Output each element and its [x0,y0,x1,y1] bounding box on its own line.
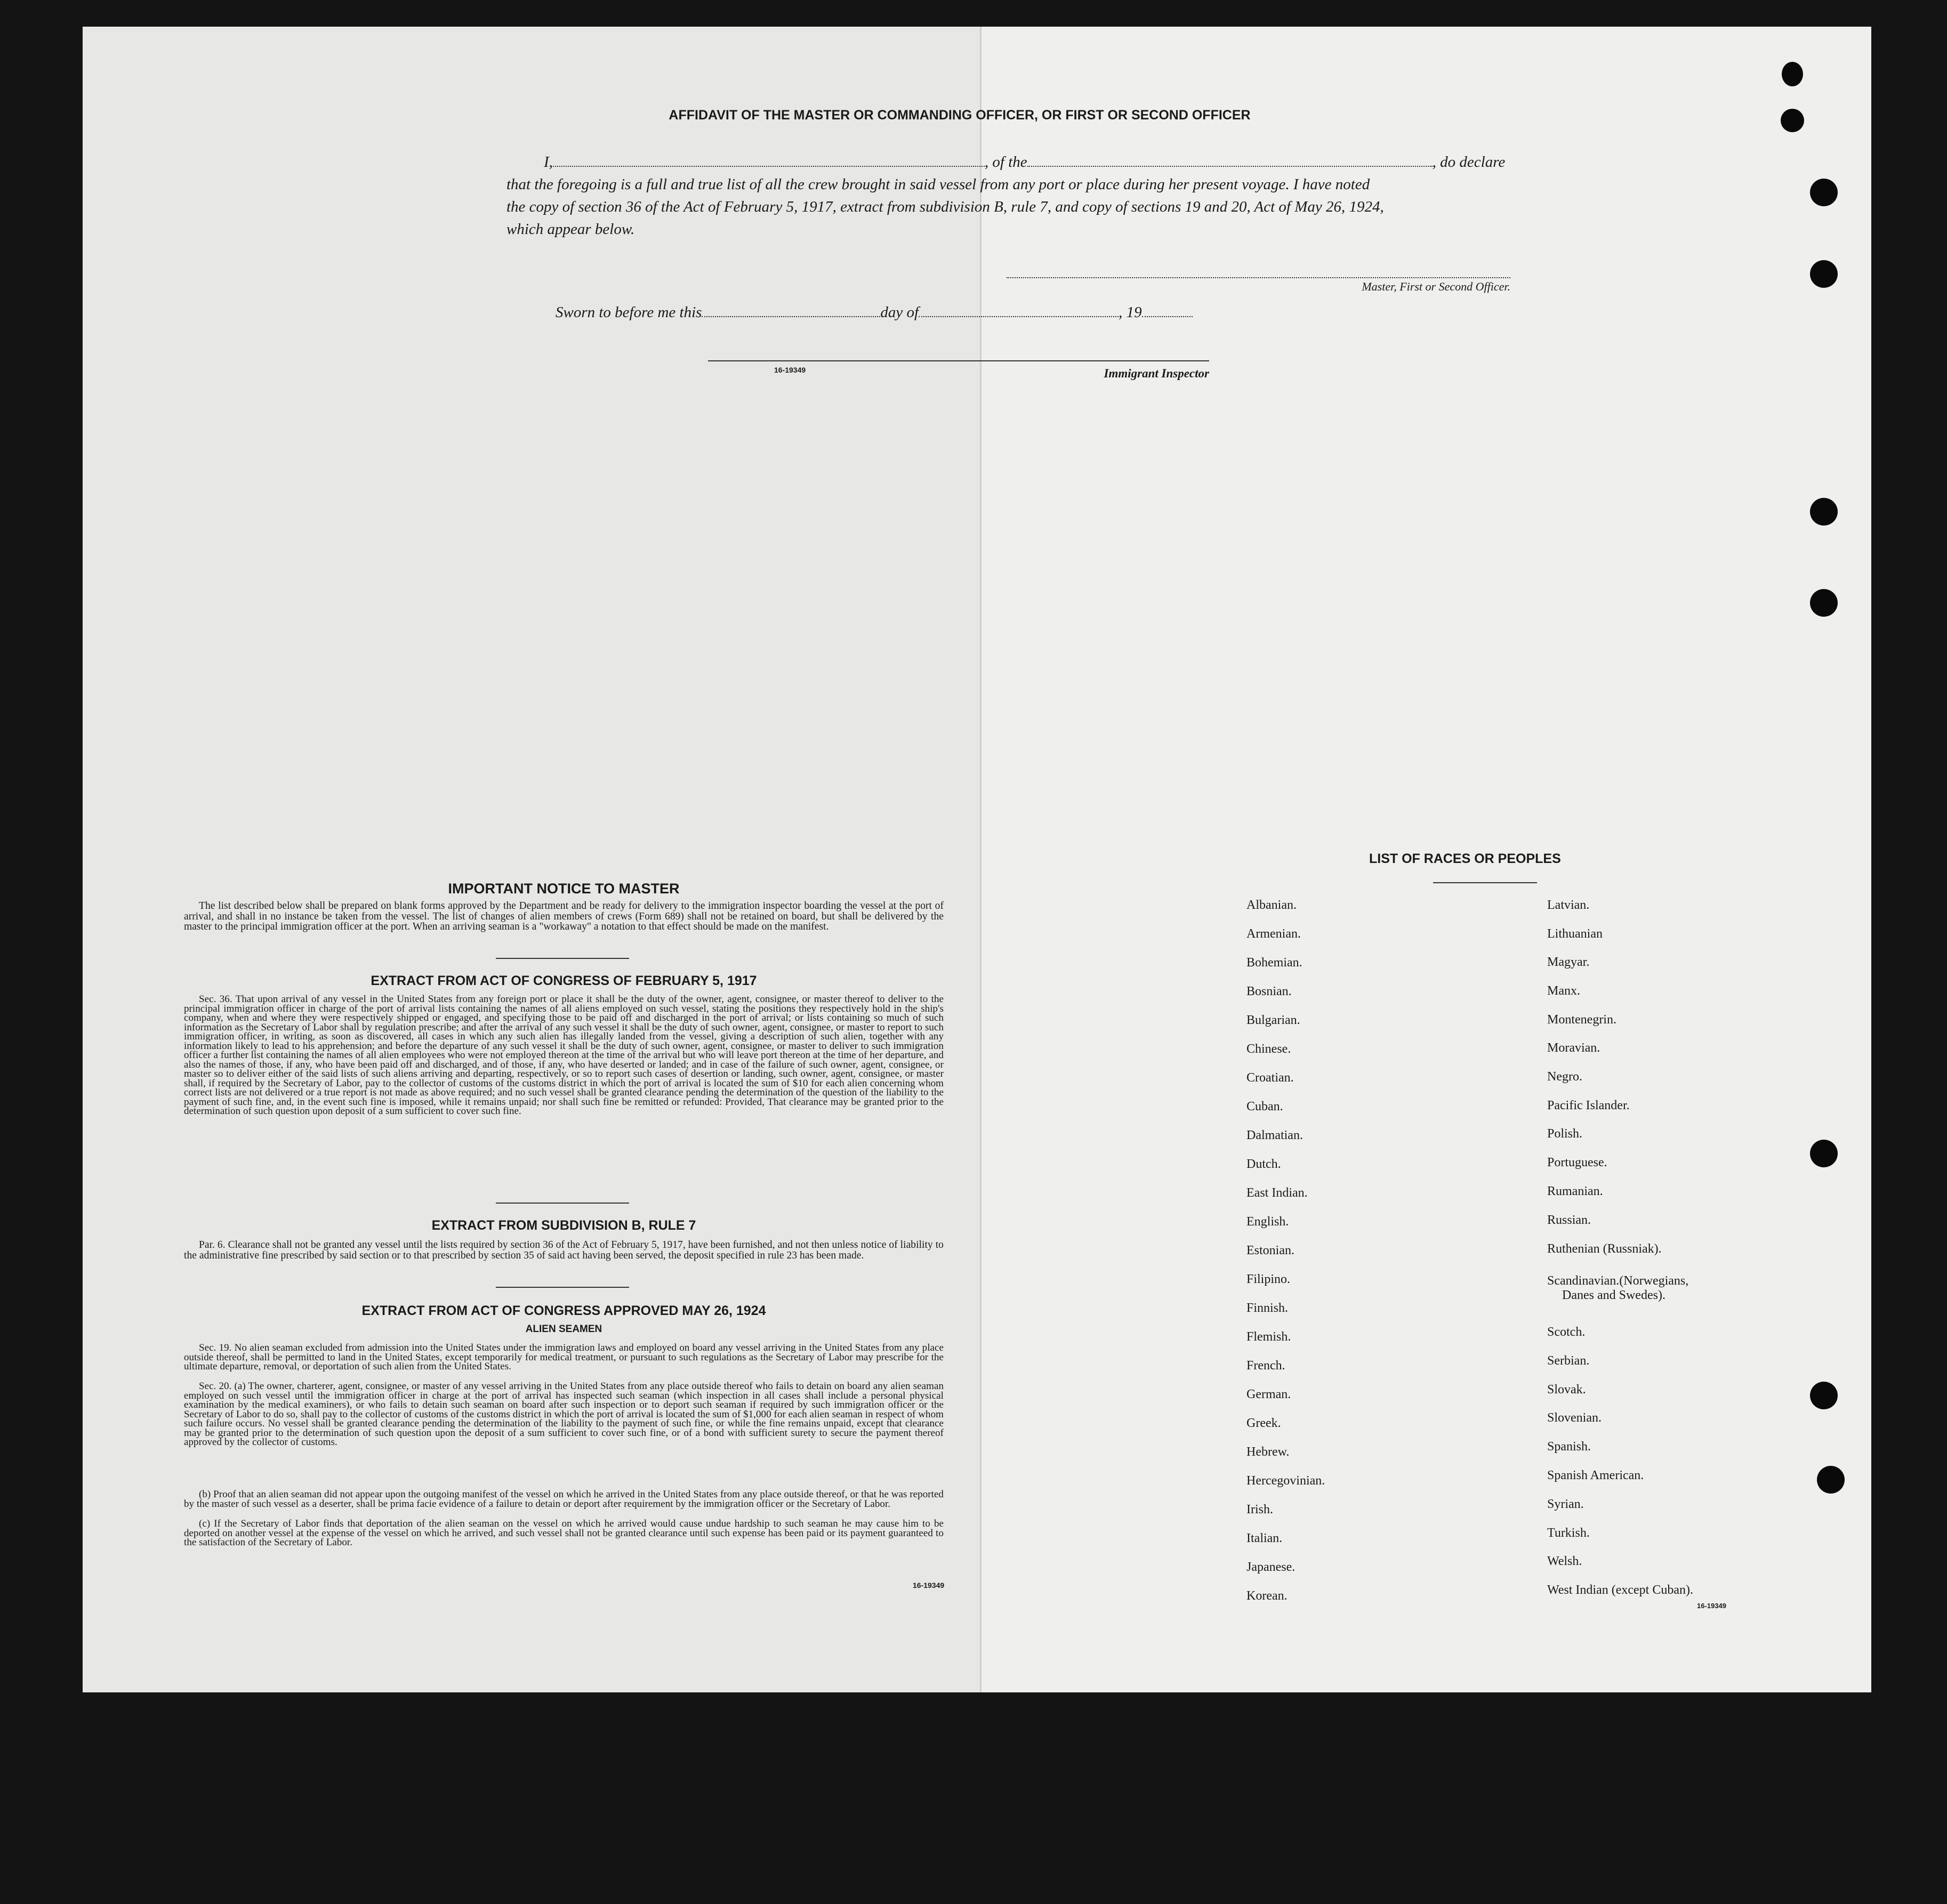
race-item: Italian. [1246,1531,1283,1545]
affidavit-title: AFFIDAVIT OF THE MASTER OR COMMANDING OFFICER, OR FIRST OR SECOND OFFICER [669,108,1251,123]
race-item: German. [1246,1387,1291,1401]
race-item: Portuguese. [1547,1156,1607,1169]
binder-hole [1810,589,1838,617]
vessel-name-field[interactable] [1027,166,1433,167]
race-item: Filipino. [1246,1272,1291,1286]
binder-hole [1810,1140,1838,1167]
race-item: Cuban. [1246,1100,1283,1114]
race-item: West Indian (except Cuban). [1547,1583,1693,1597]
affidavit-declare-label: , do declare [1432,154,1506,171]
race-item: Bohemian. [1246,956,1302,970]
extract-1924-subtitle: ALIEN SEAMEN [525,1324,602,1335]
race-item: Latvian. [1547,898,1590,912]
binder-hole [1782,62,1803,86]
sec20a-text: Sec. 20. (a) The owner, charterer, agent, consignee, or master of any vessel arriving in the United States from any place outside thereof who fails to detain on board any alien seaman employed on such vessel until the immigration officer in charge at the port of arrival has inspected such seaman (which inspection in all cases shall include a personal physical examination by the medical examiners), or who fails to detain such seaman on board after such inspection or to deport such seaman if required by such immigration officer or the Secretary of Labor to do so, shall pay to the collector of customs of the customs district in which the port of arrival is located the sum of $1,000 for each alien seaman in respect of whom such failure occurs. No vessel shall be granted clearance pending the determination of the liability to the payment of such fine, or while the fine remains unpaid, except that clearance may be granted prior to the determination of such question upon the deposit of a sum sufficient to cover such fine, or of a bond with sufficient surety to secure the payment thereof approved by the collector of customs. [184,1381,944,1448]
race-item: Ruthenian (Russniak). [1547,1242,1662,1256]
affidavit-line3: the copy of section 36 of the Act of February 5, 1917, extract from subdivision B, rule 7, and copy of sections 19 and 20, Act of May 26, 1924, [506,198,1384,215]
race-item: Korean. [1246,1589,1288,1603]
affidavit-line1 [544,154,1511,171]
page-fold [980,27,981,1692]
race-item: Hercegovinian. [1246,1474,1325,1488]
race-item: Greek. [1246,1416,1281,1430]
race-item: Danes and Swedes). [1562,1288,1666,1302]
signature-label: Master, First or Second Officer. [1362,280,1510,293]
binder-hole [1810,260,1838,288]
race-item: Finnish. [1246,1301,1289,1315]
notice-title: IMPORTANT NOTICE TO MASTER [448,881,680,897]
race-item: Spanish American. [1547,1469,1644,1482]
inspector-signature-line[interactable] [708,360,1209,361]
sworn-month-field[interactable] [919,316,1119,317]
day-of-label: day of [880,304,919,321]
extract-1917-text: Sec. 36. That upon arrival of any vessel in the United States from any foreign port or place it shall be the duty of the owner, agent, consignee, or master thereof to deliver to the principal immigration officer in charge of the port of arrival lists containing the names of all aliens employed on such vessel, stating the positions they respectively hold in the ship's company, when and where they were respectively shipped or engaged, and specifying those to be paid off and discharged in the port of arrival; or lists containing so much of such information as the Secretary of Labor shall by regulation prescribe; and after the arrival of any such vessel it shall be the duty of such owner, agent, consignee, or master to report to such immigration officer, in writing, as soon as discovered, all cases in which any such alien has illegally landed from the vessel, giving a description of such alien, together with any information likely to lead to his apprehension; and before the departure of any such vessel it shall be the duty of such owner, agent, consignee, or master to deliver to such immigration officer a further list containing the names of all alien employees who were not employed thereon at the time of the arrival but who will leave port thereon at the time of her departure, and also the names of those, if any, who have been paid off and discharged, and of those, if any, who have deserted or landed; and in case of the failure of such owner, agent, consignee, or master so to deliver either of the said lists of such aliens arriving and departing, respectively, or so to report such cases of desertion or landing, such owner, agent, consignee, or master shall, if required by the Secretary of Labor, pay to the collector of customs of the customs district in which the port of arrival is located the sum of $10 for each alien concerning whom correct lists are not delivered or a true report is not made as above required; and no such vessel shall be granted clearance pending the determination of the question of the liability to the payment of such fine, and, in the event such fine is imposed, while it remains unpaid; nor shall such fine be remitted or refunded: Provided, That clearance may be granted prior to the determination of such question upon deposit of a sum sufficient to cover such fine. [184,994,944,1117]
race-item: Rumanian. [1547,1184,1603,1198]
affidavit-form-number: 16-19349 [774,366,806,374]
affidavit-i-label: I, [544,154,553,171]
race-item: French. [1246,1359,1285,1373]
races-form-number: 16-19349 [1697,1602,1726,1610]
binder-hole [1781,109,1804,132]
sworn-line [556,304,1193,321]
sworn-label: Sworn to before me this [556,304,702,321]
race-item: Irish. [1246,1503,1273,1516]
race-item: Montenegrin. [1547,1013,1616,1027]
rule7-divider [496,1287,629,1288]
race-item: Chinese. [1246,1042,1291,1056]
race-item: Bosnian. [1246,985,1292,998]
race-item: Japanese. [1246,1560,1296,1574]
race-item: Pacific Islander. [1547,1099,1630,1112]
race-item: Russian. [1547,1213,1591,1227]
sworn-year-field[interactable] [1142,316,1193,317]
year-label: , 19 [1119,304,1142,321]
sworn-day-field[interactable] [702,316,880,317]
extract-1924-title: EXTRACT FROM ACT OF CONGRESS APPROVED MAY 26, 1924 [361,1303,766,1318]
master-name-field[interactable] [553,166,985,167]
notice-divider [496,958,629,959]
extract-1917-divider [496,1203,629,1204]
race-item: Scotch. [1547,1325,1586,1339]
binder-hole [1810,498,1838,526]
race-item: Scandinavian.(Norwegians, [1547,1274,1689,1288]
race-item: Spanish. [1547,1440,1591,1454]
affidavit-line4: which appear below. [506,221,635,238]
race-item: Polish. [1547,1127,1583,1141]
race-item: Welsh. [1547,1554,1582,1568]
inspector-label: Immigrant Inspector [1104,367,1209,380]
binder-hole [1810,1382,1838,1409]
race-item: Albanian. [1246,898,1297,912]
race-item: Moravian. [1547,1041,1600,1055]
rule7-title: EXTRACT FROM SUBDIVISION B, RULE 7 [431,1218,696,1233]
binder-hole [1817,1466,1845,1494]
race-item: Slovak. [1547,1383,1586,1397]
race-item: Magyar. [1547,955,1590,969]
races-title: LIST OF RACES OR PEOPLES [1369,851,1561,866]
race-item: Lithuanian [1547,927,1603,941]
sec20b-text: (b) Proof that an alien seaman did not appear upon the outgoing manifest of the vessel on which he arrived in the United States from any place outside thereof, or that he was reported by the master of such vessel as a deserter, shall be prima facie evidence of a failure to detain or deport after requirement by the immigration officer or the Secretary of Labor. [184,1489,944,1510]
race-item: Negro. [1547,1070,1582,1084]
master-signature-field[interactable] [1007,267,1510,278]
sec20c-text: (c) If the Secretary of Labor finds that deportation of the alien seaman on the vessel on which he arrived would cause undue hardship to such seaman he may cause him to be deported on another vessel at the expense of the vessel on which he arrived, and such vessel shall not be granted clearance until such expense has been paid or its payment guaranteed to the satisfaction of the Secretary of Labor. [184,1518,944,1548]
race-item: Estonian. [1246,1244,1294,1257]
races-divider [1433,882,1537,883]
race-item: Croatian. [1246,1071,1294,1085]
sec19-text: Sec. 19. No alien seaman excluded from admission into the United States under the immigration laws and employed on board any vessel arriving in the United States from any place outside thereof, shall be permitted to land in the United States, except temporarily for medical treatment, or pursuant to such regulations as the Secretary of Labor may prescribe for the ultimate departure, removal, or deportation of such alien from the United States. [184,1342,944,1372]
race-item: English. [1246,1215,1289,1229]
race-item: Turkish. [1547,1526,1590,1540]
notice-text: The list described below shall be prepared on blank forms approved by the Department and be ready for delivery to the immigration inspector boarding the vessel at the port of arrival, and shall in no instance be taken from the vessel. The list of changes of alien members of crews (Form 689) shall not be retained on board, but shall be delivered by the master to the principal immigration officer at the port. When an arriving seaman is a "workaway" a notation to that effect should be made on the manifest. [184,900,944,932]
race-item: Dutch. [1246,1157,1281,1171]
race-item: Flemish. [1246,1330,1291,1344]
rule7-text: Par. 6. Clearance shall not be granted any vessel until the lists required by section 36 of the Act of February 5, 1917, have been furnished, and not then unless notice of liability to the administrative fine prescribed by said section or to that prescribed by section 35 of said act having been served, the deposit specified in rule 23 has been made. [184,1239,944,1261]
race-item: Bulgarian. [1246,1013,1300,1027]
affidavit-line2: that the foregoing is a full and true list of all the crew brought in said vessel from any port or place during her present voyage. I have noted [506,176,1370,193]
affidavit-of-the-label: , of the [984,154,1027,171]
race-item: Slovenian. [1547,1411,1602,1425]
extract-form-number: 16-19349 [913,1581,945,1590]
race-item: Hebrew. [1246,1445,1290,1459]
race-item: Manx. [1547,984,1580,998]
race-item: Armenian. [1246,927,1301,941]
binder-hole [1810,179,1838,206]
race-item: Dalmatian. [1246,1128,1303,1142]
extract-1917-title: EXTRACT FROM ACT OF CONGRESS OF FEBRUARY 5, 1917 [371,973,757,988]
race-item: Syrian. [1547,1497,1584,1511]
race-item: Serbian. [1547,1354,1590,1368]
race-item: East Indian. [1246,1186,1308,1200]
